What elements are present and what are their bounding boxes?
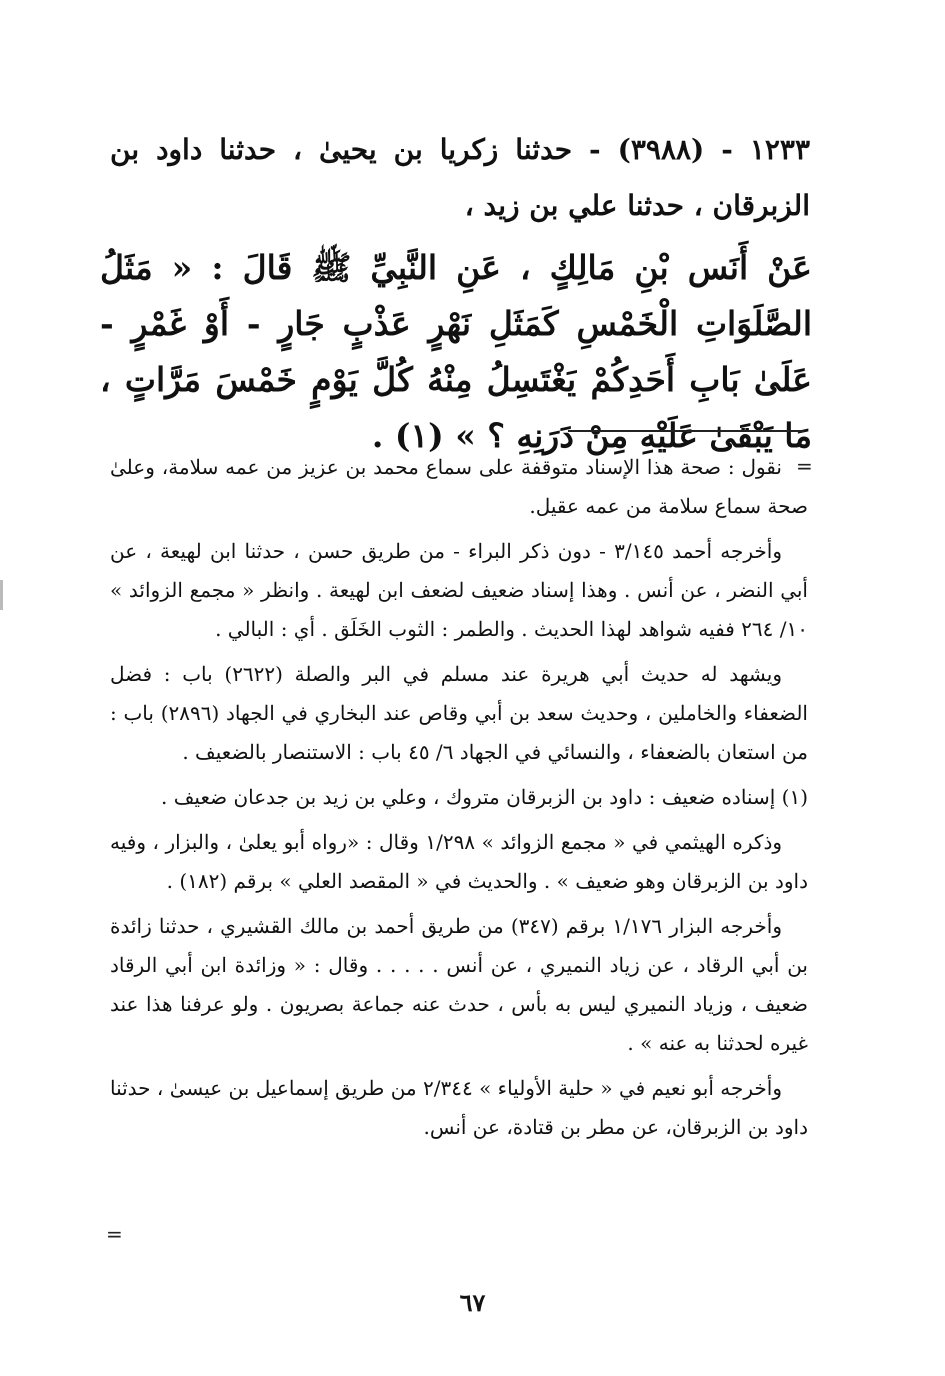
scan-edge-mark	[0, 580, 3, 610]
footnote-paragraph: وأخرجه البزار ١/١٧٦ برقم (٣٤٧) من طريق أحمد بن مالك القشيري ، حدثنا زائدة بن أبي الرقاد ، عن زياد النميري ، عن أنس . . . . . وقال : « وزائدة ابن أبي الرقاد ضعيف ، وزياد النميري ليس به بأس ، حدث عنه جماعة بصريون . ولو عرفنا هذا عند غيره لحدثنا به عنه » .	[110, 914, 808, 1055]
footnote-paragraph: وأخرجه أحمد ٣/١٤٥ - دون ذكر البراء - من طريق حسن ، حدثنا ابن لهيعة ، عن أبي النضر ، عن أنس . وهذا إسناد ضعيف لضعف ابن لهيعة . وانظر « مجمع الزوائد » ١٠/ ٢٦٤ ففيه شواهد لهذا الحديث . والطمر : الثوب الخَلَق . أي : البالي .	[110, 539, 808, 641]
footnote-1: (١) إسناده ضعيف : داود بن الزبرقان متروك ، وعلي بن زيد بن جدعان ضعيف .	[161, 785, 808, 809]
footnote-separator	[568, 430, 804, 432]
footnotes-section	[110, 448, 808, 1153]
page-number: ٦٧	[459, 1288, 486, 1317]
entry-isnad-line: ١٢٣٣ - (٣٩٨٨) - حدثنا زكريا بن يحيىٰ ، حدثنا داود بن الزبرقان ، حدثنا علي بن زيد ،	[110, 133, 810, 222]
hadith-entry-header	[110, 122, 810, 234]
continuation-mark-bottom: =	[106, 1222, 123, 1246]
footnote-paragraph: نقول : صحة هذا الإسناد متوقفة على سماع محمد بن عزيز من عمه سلامة، وعلىٰ صحة سماع سلامة من عمه عقيل.	[110, 455, 808, 518]
footnote-paragraph: وأخرجه أبو نعيم في « حلية الأولياء » ٢/٣٤٤ من طريق إسماعيل بن عيسىٰ ، حدثنا داود بن الزبرقان، عن مطر بن قتادة، عن أنس.	[109, 1076, 808, 1139]
footnote-paragraph: ويشهد له حديث أبي هريرة عند مسلم في البر والصلة (٢٦٢٢) باب : فضل الضعفاء والخاملين ، وحديث سعد بن أبي وقاص عند البخاري في الجهاد (٢٨٩٦) باب : من استعان بالضعفاء ، والنسائي في الجهاد ٦/ ٤٥ باب : الاستنصار بالضعيف .	[110, 662, 808, 764]
footnote-paragraph: وذكره الهيثمي في « مجمع الزوائد » ١/٢٩٨ وقال : «رواه أبو يعلىٰ ، والبزار ، وفيه داود بن الزبرقان وهو ضعيف » . والحديث في « المقصد العلي » برقم (١٨٢) .	[110, 830, 808, 893]
hadith-text: عَنْ أَنَس بْنِ مَالِكٍ ، عَنِ النَّبِيِّ ﷺ قَالَ : « مَثَلُ الصَّلَوَاتِ الْخَمْسِ كَمَثَلِ نَهْرٍ عَذْبٍ جَارٍ - أَوْ غَمْرٍ - عَلَىٰ بَابِ أَحَدِكُمْ يَغْتَسِلُ مِنْهُ كُلَّ يَوْمٍ خَمْسَ مَرَّاتٍ ، مَا يَبْقَىٰ عَلَيْهِ مِنْ دَرَنِهِ ؟ » (١) .	[100, 248, 812, 455]
continuation-mark-top: =	[796, 454, 813, 478]
